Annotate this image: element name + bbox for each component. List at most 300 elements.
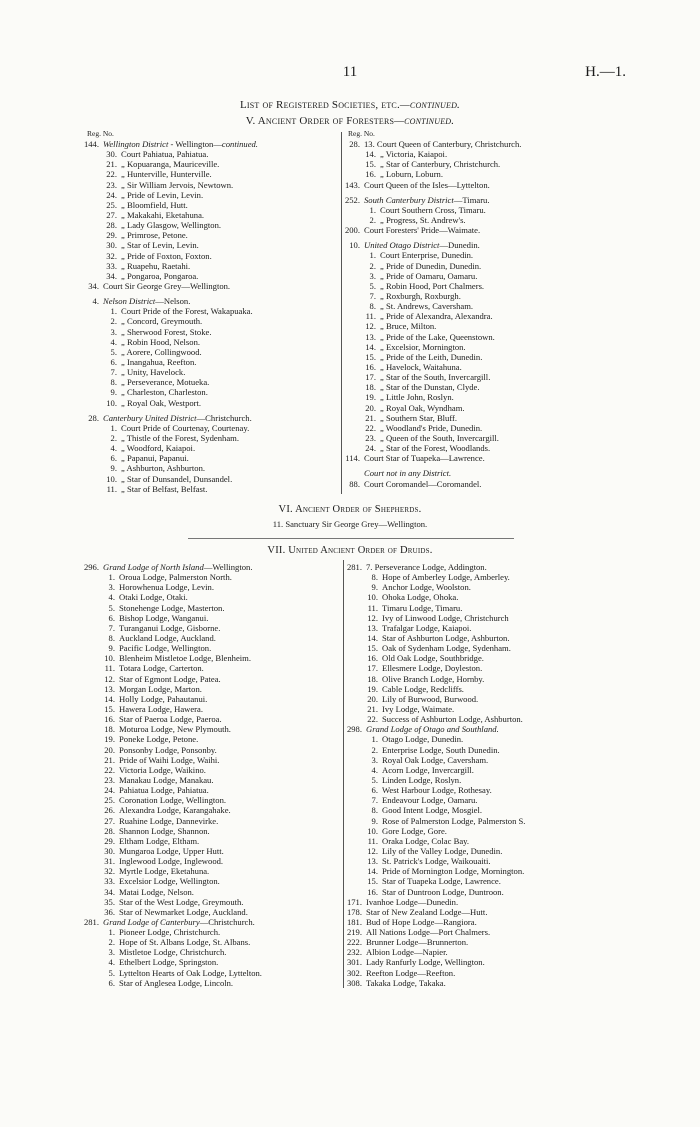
society-name: Star of New Zealand Lodge—Hutt. — [366, 906, 488, 917]
druids-column-divider — [343, 560, 344, 988]
society-name: Hope of St. Albans Lodge, St. Albans. — [119, 937, 251, 948]
registration-number: 8. — [371, 572, 378, 583]
society-name: „ St. Andrews, Caversham. — [380, 301, 474, 312]
society-location: —Christchurch. — [199, 916, 255, 927]
registration-number: 7. — [369, 290, 376, 301]
list-item — [83, 613, 262, 623]
list-item — [83, 917, 262, 927]
society-location: —Dunedin. — [439, 240, 480, 251]
society-name: Blenheim Mistletoe Lodge, Blenheim. — [119, 653, 251, 664]
society-name: Coronation Lodge, Wellington. — [119, 795, 227, 806]
list-item — [83, 633, 262, 643]
registration-number: 13. — [367, 622, 378, 633]
registration-number: 33. — [106, 260, 117, 271]
registration-number: 8. — [371, 805, 378, 816]
society-name: Bud of Hope Lodge—Rangiora. — [366, 916, 477, 927]
list-item — [344, 978, 525, 988]
registration-number: 10. — [367, 592, 378, 603]
registration-number: 9. — [371, 582, 378, 593]
registration-number: 10. — [104, 653, 115, 664]
registration-number: 21. — [365, 412, 376, 423]
society-name: Ivy of Linwood Lodge, Christchurch — [382, 612, 509, 623]
registration-number: 2. — [108, 937, 115, 948]
society-name: „ Star of Dunsandel, Dunsandel. — [121, 473, 233, 484]
society-name: Ponsonby Lodge, Ponsonby. — [119, 744, 217, 755]
list-item — [342, 321, 521, 331]
list-item — [83, 816, 262, 826]
society-name: „ Loburn, Loburn. — [380, 169, 444, 180]
registration-number: 252. — [344, 194, 360, 205]
society-location: —Wellington. — [203, 562, 253, 572]
list-item — [342, 311, 521, 321]
society-name: „ Pride of the Lake, Queenstown. — [380, 331, 495, 342]
society-name: Inglewood Lodge, Inglewood. — [119, 856, 224, 867]
society-name: Ellesmere Lodge, Doyleston. — [382, 663, 483, 674]
society-name: Wellington District — [103, 139, 169, 149]
society-name: „ Pongaroa, Pongaroa. — [121, 270, 199, 281]
society-name: Holly Lodge, Pahautanui. — [119, 693, 208, 704]
society-name: Alexandra Lodge, Karangahake. — [119, 805, 231, 816]
registration-number: 1. — [108, 572, 115, 583]
society-name: „ Sherwood Forest, Stoke. — [121, 326, 212, 337]
registration-number: 16. — [104, 714, 115, 725]
list-item — [344, 917, 525, 927]
society-name: Hawera Lodge, Hawera. — [119, 703, 203, 714]
registration-number: 15. — [365, 159, 376, 170]
society-name: „ Ruapehu, Raetahi. — [121, 260, 191, 271]
list-item — [83, 957, 262, 967]
society-name: Star of the West Lodge, Greymouth. — [119, 896, 244, 907]
society-name: Court Queen of the Isles—Lyttelton. — [364, 179, 490, 190]
list-item — [83, 296, 258, 306]
registration-number: 19. — [367, 683, 378, 694]
registration-number: 6. — [110, 356, 117, 367]
registration-number: 13. — [367, 856, 378, 867]
registration-number: 16. — [367, 653, 378, 664]
list-item — [344, 684, 525, 694]
registration-number: 6. — [371, 785, 378, 796]
society-name: Stonehenge Lodge, Masterton. — [119, 602, 225, 613]
list-item — [344, 704, 525, 714]
list-item — [83, 281, 258, 291]
foresters-right-column — [342, 139, 521, 489]
list-item — [83, 836, 262, 846]
society-name: „ Aorere, Collingwood. — [121, 346, 202, 357]
society-name: Gore Lodge, Gore. — [382, 825, 447, 836]
list-item — [83, 210, 258, 220]
society-name: Court Pride of the Forest, Wakapuaka. — [121, 306, 253, 317]
society-location: —Timaru. — [453, 194, 490, 205]
society-name: „ Hunterville, Hunterville. — [121, 169, 212, 180]
registration-number: 27. — [104, 815, 115, 826]
society-name: „ Kopuaranga, Mauriceville. — [121, 159, 220, 170]
list-item — [83, 805, 262, 815]
registration-number: 21. — [104, 754, 115, 765]
society-name: 13. Court Queen of Canterbury, Christchurch. — [364, 139, 522, 149]
list-item — [342, 159, 521, 169]
registration-number: 14. — [367, 866, 378, 877]
registration-number: 1. — [108, 927, 115, 938]
society-name: Pahiatua Lodge, Pahiatua. — [119, 785, 209, 796]
list-item — [342, 423, 521, 433]
list-item — [83, 653, 262, 663]
registration-number: 13. — [104, 683, 115, 694]
list-item — [83, 978, 262, 988]
list-item — [83, 240, 258, 250]
list-item — [83, 443, 258, 453]
list-item — [83, 968, 262, 978]
society-name: „ Southern Star, Bluff. — [380, 412, 458, 423]
society-name: Star of Duntroon Lodge, Duntroon. — [382, 886, 504, 897]
registration-number: 21. — [367, 703, 378, 714]
society-name: „ Ashburton, Ashburton. — [121, 463, 206, 474]
list-item — [83, 474, 258, 484]
list-item — [342, 250, 521, 260]
society-name: „ Inangahua, Reefton. — [121, 356, 197, 367]
list-item — [83, 775, 262, 785]
list-item — [83, 423, 258, 433]
society-name: „ Lady Glasgow, Wellington. — [121, 220, 222, 231]
registration-number: 3. — [371, 754, 378, 765]
list-item — [342, 261, 521, 271]
society-name: Nelson District — [103, 296, 156, 307]
society-name: Anchor Lodge, Woolston. — [382, 582, 471, 593]
list-item — [342, 149, 521, 159]
registration-number: 17. — [365, 372, 376, 383]
registration-number: 10. — [106, 473, 117, 484]
society-name: „ Makakahi, Eketahuna. — [121, 209, 205, 220]
society-name: Olive Branch Lodge, Hornby. — [382, 673, 485, 684]
society-name: „ Star of the Forest, Woodlands. — [380, 443, 491, 454]
society-name: Mungaroa Lodge, Upper Hutt. — [119, 845, 224, 856]
society-name: „ Roxburgh, Roxburgh. — [380, 290, 461, 301]
society-name: Lily of the Valley Lodge, Dunedin. — [382, 845, 503, 856]
registration-number: 32. — [104, 866, 115, 877]
list-item — [83, 180, 258, 190]
list-item — [83, 367, 258, 377]
society-name: „ Concord, Greymouth. — [121, 316, 203, 327]
list-item — [344, 968, 525, 978]
list-item — [342, 403, 521, 413]
list-item — [83, 377, 258, 387]
registration-number: 1. — [110, 422, 117, 433]
list-item — [83, 387, 258, 397]
society-name: Manakau Lodge, Manakau. — [119, 774, 214, 785]
list-item — [83, 937, 262, 947]
list-item — [83, 745, 262, 755]
registration-number: 10. — [349, 240, 360, 251]
list-item — [344, 572, 525, 582]
list-item — [342, 413, 521, 423]
registration-number: 11. — [367, 835, 378, 846]
registration-number: 14. — [365, 341, 376, 352]
registration-number: 232. — [346, 947, 362, 958]
registration-number: 8. — [110, 377, 117, 388]
registration-number: 11. — [104, 663, 115, 674]
registration-number: 9. — [108, 643, 115, 654]
list-item — [342, 479, 521, 489]
list-item — [83, 159, 258, 169]
list-item — [344, 887, 525, 897]
society-name: „ Woodford, Kaiapoi. — [121, 443, 196, 454]
list-item — [342, 225, 521, 235]
list-item — [344, 846, 525, 856]
registration-number: 30. — [106, 240, 117, 251]
society-name: Pride of Mornington Lodge, Mornington. — [382, 866, 525, 877]
society-name: „ Bloomfield, Hutt. — [121, 199, 188, 210]
registration-number: 19. — [104, 734, 115, 745]
list-item — [342, 352, 521, 362]
registration-number: 88. — [349, 478, 360, 489]
list-item — [344, 775, 525, 785]
list-item — [83, 484, 258, 494]
list-item — [342, 468, 521, 478]
registration-number: 5. — [108, 967, 115, 978]
list-item — [344, 937, 525, 947]
registration-number: 16. — [365, 361, 376, 372]
society-name: West Harbour Lodge, Rothesay. — [382, 785, 492, 796]
registration-number: 35. — [104, 896, 115, 907]
registration-number: 22. — [365, 422, 376, 433]
registration-number: 2. — [369, 260, 376, 271]
registration-number: 298. — [346, 724, 362, 735]
society-name: Brunner Lodge—Brunnerton. — [366, 937, 469, 948]
society-name: Royal Oak Lodge, Caversham. — [382, 754, 489, 765]
registration-number: 4. — [108, 592, 115, 603]
registration-number: 281. — [346, 562, 362, 572]
registration-number: 4. — [108, 957, 115, 968]
list-item — [344, 907, 525, 917]
list-item — [83, 856, 262, 866]
registration-number: 34. — [88, 280, 99, 291]
list-item — [83, 347, 258, 357]
page-number: 11 — [342, 64, 358, 80]
registration-number: 11. — [367, 602, 378, 613]
list-item — [83, 785, 262, 795]
list-item — [344, 633, 525, 643]
registration-number: 19. — [365, 392, 376, 403]
document-reference: H.—1. — [585, 64, 626, 80]
registration-number: 12. — [365, 321, 376, 332]
registration-number: 281. — [83, 916, 99, 927]
list-item — [83, 887, 262, 897]
society-name: Court Sir George Grey—Wellington. — [103, 280, 231, 291]
society-name: „ Pride of Levin, Levin. — [121, 189, 204, 200]
list-item — [83, 413, 258, 423]
list-item — [344, 724, 525, 734]
list-item — [83, 398, 258, 408]
registration-number: 114. — [345, 453, 360, 464]
list-item — [344, 836, 525, 846]
list-item — [83, 663, 262, 673]
registration-number: 296. — [83, 562, 99, 572]
foresters-left-column — [83, 139, 258, 494]
list-item — [344, 957, 525, 967]
society-name: Lyttelton Hearts of Oak Lodge, Lyttelton. — [119, 967, 262, 978]
registration-number: 4. — [110, 336, 117, 347]
list-item — [344, 643, 525, 653]
list-item — [83, 846, 262, 856]
society-name: Star of Anglesea Lodge, Lincoln. — [119, 977, 234, 988]
society-name: Bishop Lodge, Wanganui. — [119, 612, 209, 623]
society-name: Court not in any District. — [364, 468, 452, 479]
society-name: Court Enterprise, Dunedin. — [380, 250, 474, 261]
list-item — [344, 714, 525, 724]
society-name: „ Robin Hood, Port Chalmers. — [380, 280, 485, 291]
society-name: St. Patrick's Lodge, Waikouaiti. — [382, 856, 491, 867]
list-item — [83, 582, 262, 592]
registration-number: 15. — [367, 643, 378, 654]
society-name: „ Star of Canterbury, Christchurch. — [380, 159, 501, 170]
list-item — [83, 306, 258, 316]
list-item — [342, 382, 521, 392]
society-name: Shannon Lodge, Shannon. — [119, 825, 210, 836]
registration-number: 17. — [367, 663, 378, 674]
list-item — [83, 230, 258, 240]
registration-number: 11. — [106, 483, 117, 494]
society-name: „ Progress, St. Andrew's. — [380, 214, 466, 225]
society-name: „ Pride of the Leith, Dunedin. — [380, 351, 483, 362]
society-name: „ Pride of Foxton, Foxton. — [121, 250, 212, 261]
registration-number: 24. — [104, 785, 115, 796]
list-item — [342, 139, 521, 149]
registration-number: 1. — [369, 204, 376, 215]
society-name: „ Little John, Roslyn. — [380, 392, 454, 403]
list-item — [83, 463, 258, 473]
society-name: Star of Ashburton Lodge, Ashburton. — [382, 632, 510, 643]
list-item — [344, 663, 525, 673]
society-name: „ Robin Hood, Nelson. — [121, 336, 201, 347]
society-name: Pacific Lodge, Wellington. — [119, 643, 212, 654]
list-item — [342, 240, 521, 250]
list-item — [342, 443, 521, 453]
list-item — [83, 220, 258, 230]
list-item — [83, 433, 258, 443]
society-name: „ Royal Oak, Wyndham. — [380, 402, 465, 413]
foresters-heading-continued: —continued. — [394, 115, 455, 127]
registration-number: 302. — [346, 967, 362, 978]
list-item — [83, 643, 262, 653]
registration-number: 3. — [369, 270, 376, 281]
list-item — [83, 876, 262, 886]
reg-no-label-left: Reg. No. — [87, 129, 114, 138]
list-item — [344, 795, 525, 805]
society-name: Star of Tuapeka Lodge, Lawrence. — [382, 876, 501, 887]
society-name: Otaki Lodge, Otaki. — [119, 592, 188, 603]
list-item — [342, 392, 521, 402]
registration-number: 308. — [346, 977, 362, 988]
society-name: „ Pride of Alexandra, Alexandra. — [380, 311, 493, 322]
list-item — [344, 674, 525, 684]
society-name: „ Star of Levin, Levin. — [121, 240, 199, 251]
registration-number: 34. — [106, 270, 117, 281]
registration-number: 2. — [369, 214, 376, 225]
druids-left-column — [83, 562, 262, 988]
society-name: Ivy Lodge, Waimate. — [382, 703, 455, 714]
society-name: Endeavour Lodge, Oamaru. — [382, 795, 478, 806]
list-item — [83, 453, 258, 463]
society-name: United Otago District — [364, 240, 440, 251]
society-name: Auckland Lodge, Auckland. — [119, 632, 216, 643]
registration-number: 28. — [349, 139, 360, 149]
society-name: Star of Newmarket Lodge, Auckland. — [119, 906, 248, 917]
society-name: Ethelbert Lodge, Springston. — [119, 957, 219, 968]
registration-number: 171. — [346, 896, 362, 907]
society-name: Victoria Lodge, Waikino. — [119, 764, 206, 775]
society-name: Court Pahiatua, Pahiatua. — [121, 149, 209, 160]
society-name: Ruahine Lodge, Dannevirke. — [119, 815, 219, 826]
registration-number: 12. — [104, 673, 115, 684]
society-name: „ Primrose, Petone. — [121, 230, 188, 241]
society-name: „ Victoria, Kaiapoi. — [380, 149, 448, 160]
society-name: Rose of Palmerston Lodge, Palmerston S. — [382, 815, 526, 826]
registration-number: 28. — [104, 825, 115, 836]
registration-number: 301. — [346, 957, 362, 968]
registration-number: 6. — [108, 612, 115, 623]
registration-number: 6. — [108, 977, 115, 988]
list-item — [83, 734, 262, 744]
registration-number: 27. — [106, 209, 117, 220]
society-name: Ohoka Lodge, Ohoka. — [382, 592, 459, 603]
society-location: —Christchurch. — [196, 412, 252, 423]
list-item — [342, 205, 521, 215]
section-rule — [188, 538, 514, 539]
registration-number: 16. — [367, 886, 378, 897]
list-item — [83, 316, 258, 326]
society-name: Pride of Waihi Lodge, Waihi. — [119, 754, 220, 765]
society-name: All Nations Lodge—Port Chalmers. — [366, 927, 491, 938]
list-item — [342, 281, 521, 291]
society-name: 7. Perseverance Lodge, Addington. — [366, 562, 487, 572]
list-item — [344, 603, 525, 613]
registration-number: 222. — [346, 937, 362, 948]
society-name: Oak of Sydenham Lodge, Sydenham. — [382, 643, 511, 654]
society-name: „ Pride of Oamaru, Oamaru. — [380, 270, 478, 281]
registration-number: 18. — [367, 673, 378, 684]
registration-number: 22. — [367, 714, 378, 725]
list-item — [344, 582, 525, 592]
registration-number: 5. — [371, 774, 378, 785]
society-name: Timaru Lodge, Timaru. — [382, 602, 463, 613]
registration-number: 30. — [106, 149, 117, 160]
list-item — [83, 327, 258, 337]
registration-number: 2. — [371, 744, 378, 755]
society-name: South Canterbury District — [364, 194, 454, 205]
society-name: Court Pride of Courtenay, Courtenay. — [121, 422, 250, 433]
list-item — [83, 337, 258, 347]
list-item — [344, 755, 525, 765]
society-name: „ Unity, Havelock. — [121, 367, 186, 378]
registration-number: 4. — [371, 764, 378, 775]
registration-number: 32. — [106, 250, 117, 261]
foresters-heading — [0, 115, 700, 127]
list-item — [83, 755, 262, 765]
registration-number: 29. — [106, 230, 117, 241]
list-item — [342, 271, 521, 281]
society-name: Trafalgar Lodge, Kaiapoi. — [382, 622, 472, 633]
registration-number: 200. — [344, 225, 360, 236]
registration-number: 3. — [108, 947, 115, 958]
registration-number: 18. — [104, 724, 115, 735]
society-name: „ Havelock, Waitahuna. — [380, 361, 462, 372]
registration-number: 2. — [110, 432, 117, 443]
registration-number: 30. — [104, 845, 115, 856]
society-name: „ Star of Belfast, Belfast. — [121, 483, 208, 494]
foresters-column-divider — [341, 132, 342, 494]
registration-number: 28. — [88, 412, 99, 423]
list-item — [83, 704, 262, 714]
list-item — [344, 592, 525, 602]
